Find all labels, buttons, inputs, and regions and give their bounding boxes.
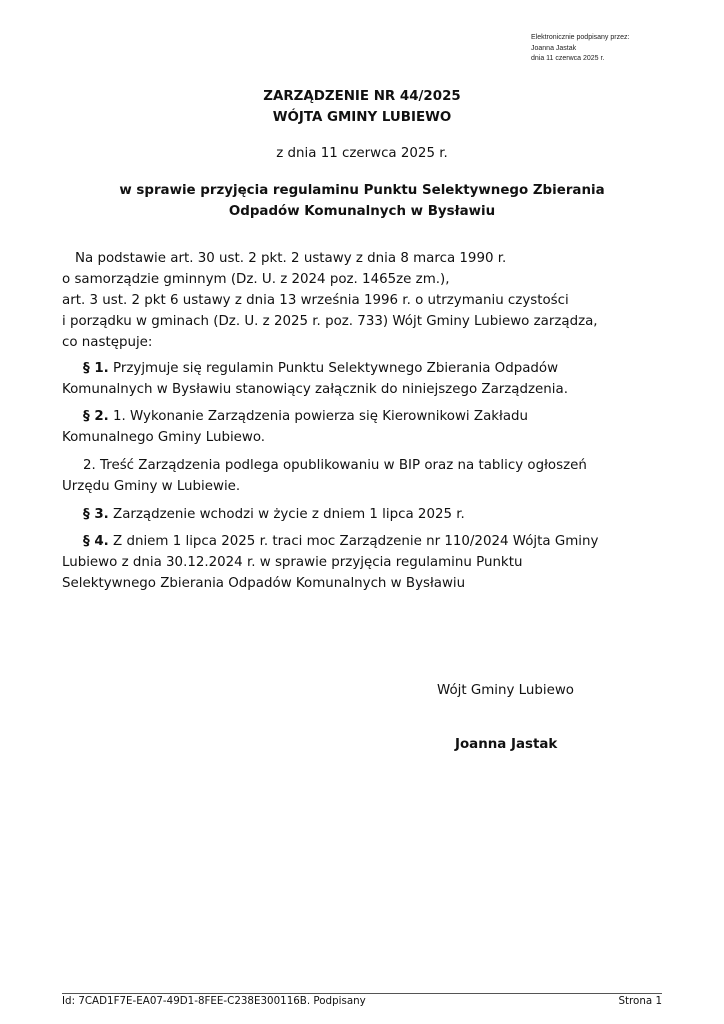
footer-divider bbox=[62, 993, 662, 994]
esign-line-3: dnia 11 czerwca 2025 r. bbox=[531, 55, 605, 62]
electronic-signature-note bbox=[531, 33, 629, 65]
subject-line-1: w sprawie przyjęcia regulaminu Punktu Selektywnego Zbierania bbox=[119, 183, 605, 198]
paragraph-4-line-3: Selektywnego Zbierania Odpadów Komunalnych w Bysławiu bbox=[62, 576, 466, 591]
footer-document-id: Id: 7CAD1F7E-EA07-49D1-8FEE-C238E300116B. Podpisany bbox=[62, 995, 366, 1007]
document-title-line-1: ZARZĄDZENIE NR 44/2025 bbox=[263, 89, 461, 104]
document-date: z dnia 11 czerwca 2025 r. bbox=[276, 146, 448, 161]
paragraph-3-mark: § 3. bbox=[83, 507, 109, 522]
preamble-line-1: Na podstawie art. 30 ust. 2 pkt. 2 ustawy z dnia 8 marca 1990 r. bbox=[75, 251, 507, 266]
esign-line-2: Joanna Jastak bbox=[531, 44, 577, 52]
paragraph-2b-line-1: 2. Treść Zarządzenia podlega opublikowaniu w BIP oraz na tablicy ogłoszeń bbox=[83, 458, 587, 473]
paragraph-4-line-1 bbox=[83, 534, 598, 549]
paragraph-4-mark: § 4. bbox=[83, 534, 109, 549]
preamble-line-5: co następuje: bbox=[62, 335, 153, 350]
paragraph-2-line-1 bbox=[83, 409, 528, 424]
signer-office: Wójt Gminy Lubiewo bbox=[437, 683, 574, 698]
paragraph-3-text: Zarządzenie wchodzi w życie z dniem 1 lipca 2025 r. bbox=[108, 507, 465, 522]
paragraph-1-line-1 bbox=[83, 361, 558, 376]
signer-name: Joanna Jastak bbox=[455, 737, 558, 752]
paragraph-4-line-2: Lubiewo z dnia 30.12.2024 r. w sprawie przyjęcia regulaminu Punktu bbox=[62, 555, 523, 570]
preamble-line-2: o samorządzie gminnym (Dz. U. z 2024 poz. 1465ze zm.), bbox=[62, 272, 450, 287]
preamble-line-3: art. 3 ust. 2 pkt 6 ustawy z dnia 13 września 1996 r. o utrzymaniu czystości bbox=[62, 293, 569, 308]
paragraph-1-mark: § 1. bbox=[83, 361, 109, 376]
paragraph-1-line-2: Komunalnych w Bysławiu stanowiący załącznik do niniejszego Zarządzenia. bbox=[62, 382, 568, 397]
paragraph-1-text: Przyjmuje się regulamin Punktu Selektywnego Zbierania Odpadów bbox=[108, 361, 559, 376]
footer-page-number: Strona 1 bbox=[618, 995, 662, 1007]
preamble-line-4: i porządku w gminach (Dz. U. z 2025 r. poz. 733) Wójt Gminy Lubiewo zarządza, bbox=[62, 314, 598, 329]
paragraph-2b-line-2: Urzędu Gminy w Lubiewie. bbox=[62, 479, 241, 494]
paragraph-3-line-1 bbox=[83, 507, 465, 522]
paragraph-2-text: 1. Wykonanie Zarządzenia powierza się Kierownikowi Zakładu bbox=[108, 409, 529, 424]
esign-line-1: Elektronicznie podpisany przez: bbox=[531, 34, 630, 41]
document-title-line-2: WÓJTA GMINY LUBIEWO bbox=[272, 110, 452, 125]
paragraph-2-line-2: Komunalnego Gminy Lubiewo. bbox=[62, 430, 266, 445]
subject-line-2: Odpadów Komunalnych w Bysławiu bbox=[228, 204, 496, 219]
paragraph-4-text: Z dniem 1 lipca 2025 r. traci moc Zarządzenie nr 110/2024 Wójta Gminy bbox=[108, 534, 599, 549]
paragraph-2-mark: § 2. bbox=[83, 409, 109, 424]
